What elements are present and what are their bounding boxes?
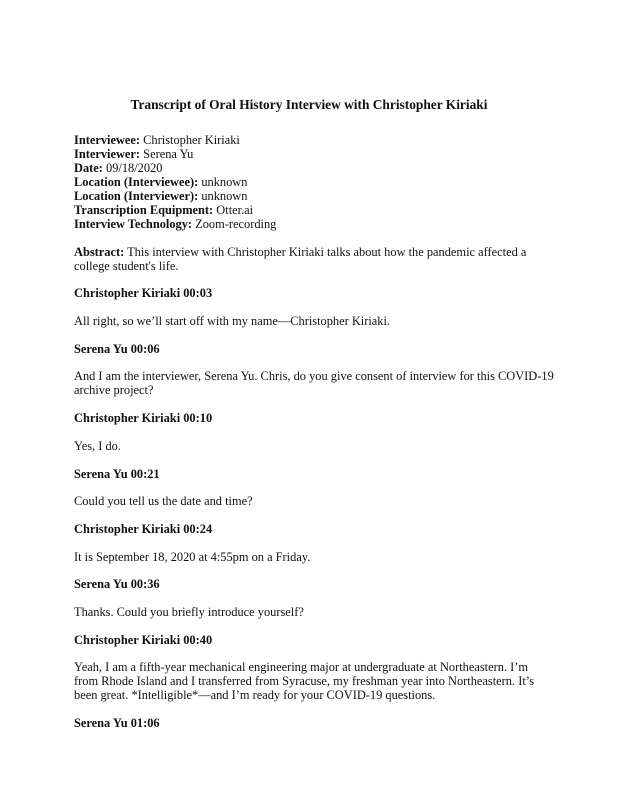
- meta-date: Date: 09/18/2020: [74, 161, 163, 175]
- abstract: Abstract: This interview with Christopher Kiriaki talks about how the pandemic affected a college student's life.: [74, 244, 527, 273]
- speaker-heading: Christopher Kiriaki 00:10: [74, 411, 213, 426]
- meta-interview-technology: Interview Technology: Zoom-recording: [74, 217, 277, 231]
- utterance: And I am the interviewer, Serena Yu. Chris, do you give consent of interview for this COVID-19 archive project?: [74, 369, 554, 398]
- meta-location-interviewee: Location (Interviewee): unknown: [74, 175, 248, 189]
- speaker-heading: Serena Yu 00:06: [74, 341, 160, 356]
- speaker-heading: Christopher Kiriaki 00:40: [74, 632, 213, 647]
- speaker-heading: Christopher Kiriaki 00:24: [74, 521, 213, 536]
- utterance: Thanks. Could you briefly introduce yourself?: [74, 604, 304, 619]
- utterance: Yeah, I am a fifth-year mechanical engineering major at undergraduate at Northeastern. I’m from Rhode Island and I transferred from Syracuse, my freshman year into Northeastern. It’s been great. *Intelligible*—and I’m ready for your COVID-19 questions.: [74, 660, 535, 703]
- utterance: Yes, I do.: [74, 438, 121, 453]
- document-page: [74, 97, 554, 730]
- speaker-heading: Serena Yu 00:36: [74, 577, 160, 592]
- utterance: It is September 18, 2020 at 4:55pm on a Friday.: [74, 549, 311, 564]
- speaker-heading: Serena Yu 01:06: [74, 716, 160, 730]
- speaker-heading: Christopher Kiriaki 00:03: [74, 286, 213, 301]
- utterance: All right, so we’ll start off with my name—Christopher Kiriaki.: [74, 314, 391, 329]
- metadata: [74, 133, 554, 231]
- document-title: Transcript of Oral History Interview with Christopher Kiriaki: [130, 97, 488, 112]
- meta-interviewee: Interviewee: Christopher Kiriaki: [74, 133, 240, 147]
- speaker-heading: Serena Yu 00:21: [74, 466, 160, 481]
- utterance: Could you tell us the date and time?: [74, 494, 253, 509]
- meta-location-interviewer: Location (Interviewer): unknown: [74, 189, 248, 203]
- meta-interviewer: Interviewer: Serena Yu: [74, 147, 194, 161]
- meta-transcription-equipment: Transcription Equipment: Otter.ai: [74, 203, 254, 217]
